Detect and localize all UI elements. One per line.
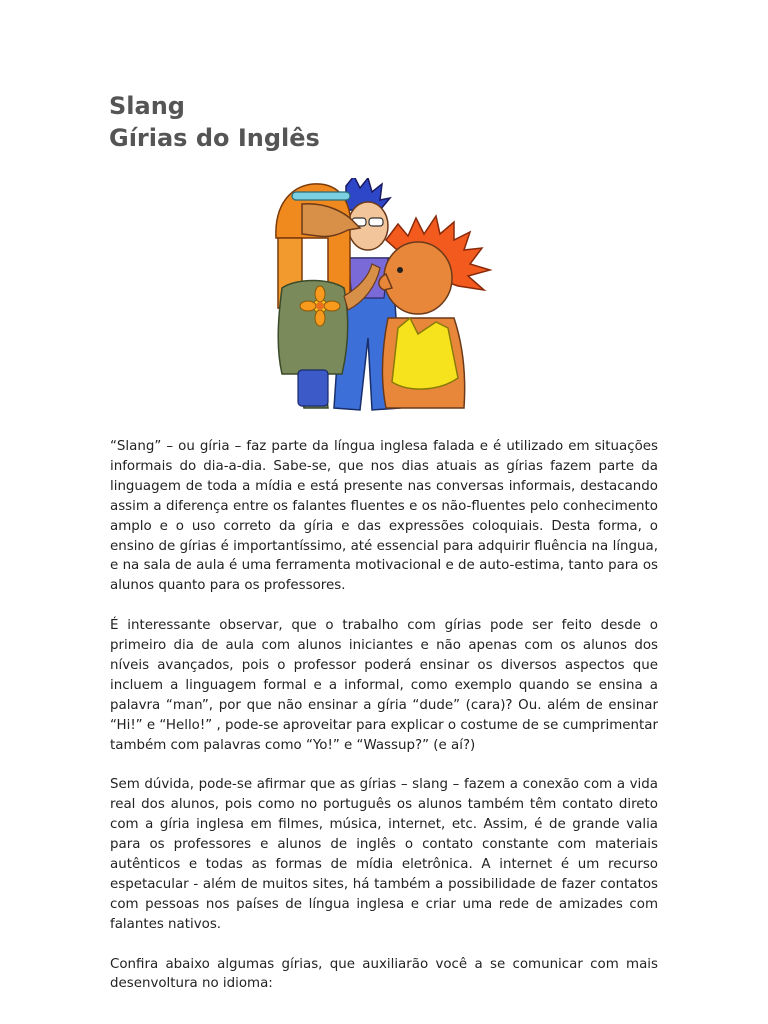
- title-line-1: Slang: [109, 92, 185, 120]
- paragraph: “Slang” – ou gíria – faz parte da língua inglesa falada e é utilizado em situações informais do dia-a-dia. Sabe-se, que nos dias atuais as gírias fazem parte da linguagem de toda a mídia e está presente nas conversas informais, destacando assim a diferença entre os falantes fluentes e os não-fluentes pelo conhecimento amplo e o uso correto da gíria e das expressões coloquiais. Desta forma, o ensino de gírias é importantíssimo, até essencial para adquirir fluência na língua, e na sala de aula é uma ferramenta motivacional e de auto-estima, tanto para os alunos quanto para os professores.: [110, 439, 658, 594]
- paragraph: É interessante observar, que o trabalho com gírias pode ser feito desde o primeiro dia de aula com alunos iniciantes e não apenas com os alunos dos níveis avançados, pois o professor poderá ensinar os diversos aspectos que incluem a linguagem formal e a informal, como exemplo quando se ensina a palavra “man”, por que não ensinar a gíria “dude” (cara)? Ou. além de ensinar “Hi!” e “Hello!” , pode-se aproveitar para explicar o costume de se cumprimentar também com palavras como “Yo!” e “Wassup?” (e aí?): [110, 618, 658, 753]
- title-line-2: Gírias do Inglês: [109, 124, 320, 152]
- paragraph: Sem dúvida, pode-se afirmar que as gírias – slang – fazem a conexão com a vida real dos alunos, pois como no português os alunos também têm contato direto com a gíria inglesa em filmes, música, internet, etc. Assim, é de grande valia para os professores e alunos de inglês o contato constante com materiais autênticos e todas as formas de mídia eletrônica. A internet é um recurso espetacular - além de muitos sites, há também a possibilidade de fazer contatos com pessoas nos países de língua inglesa e criar uma rede de amizades com falantes nativos.: [110, 777, 658, 932]
- document-body: [110, 437, 658, 1014]
- cartoon-illustration: [268, 178, 498, 412]
- page-title: [109, 90, 320, 154]
- paragraph: Confira abaixo algumas gírias, que auxiliarão você a se comunicar com mais desenvoltura no idioma:: [110, 956, 658, 992]
